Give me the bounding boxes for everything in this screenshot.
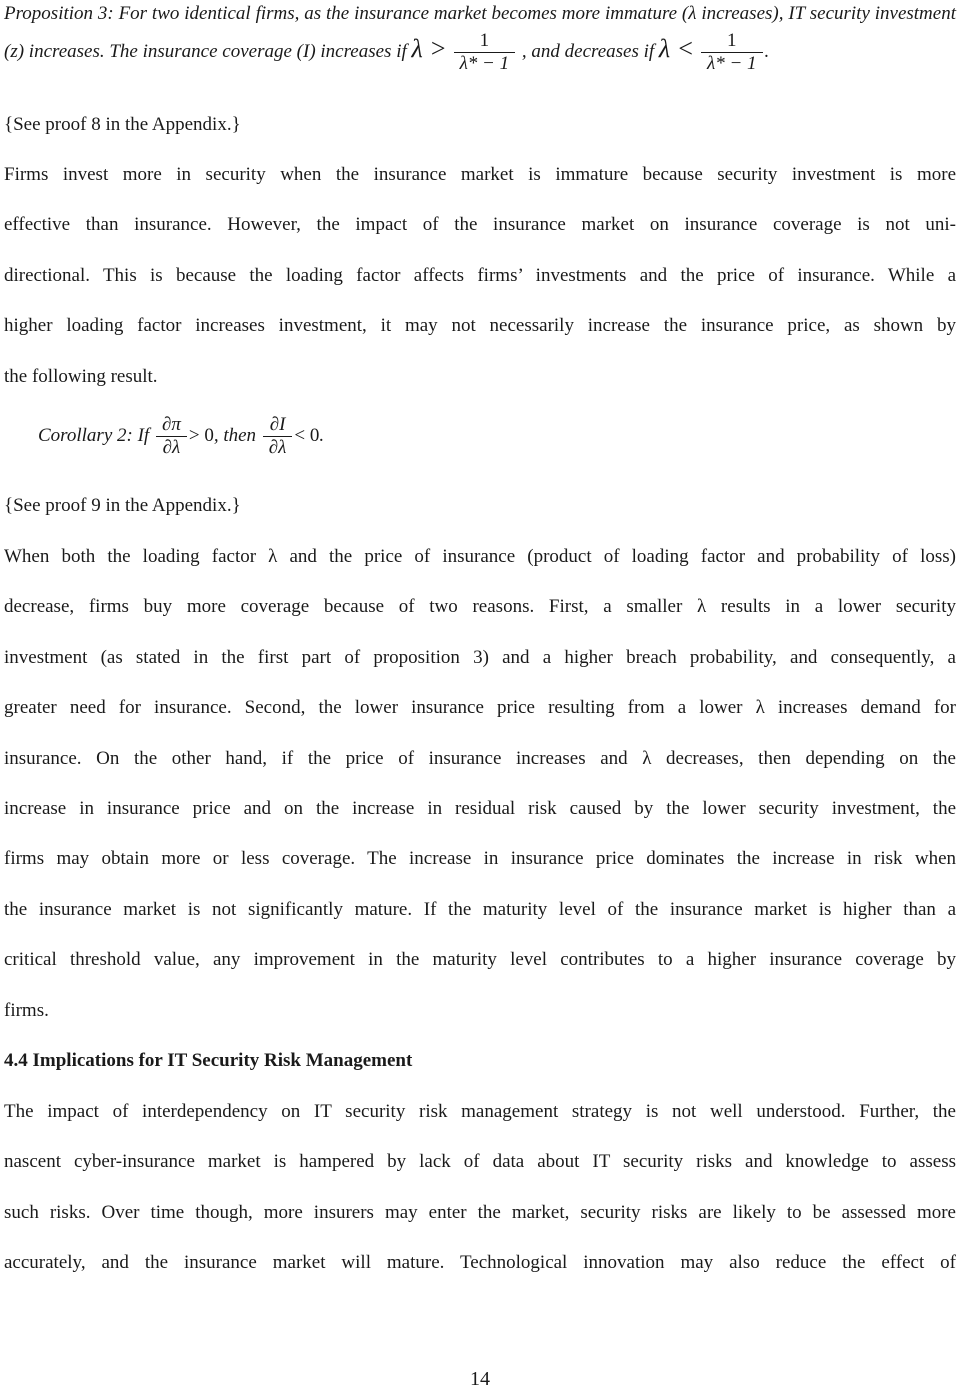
- proof-9-reference: {See proof 9 in the Appendix.}: [4, 495, 241, 516]
- threshold-fraction-1: $\frac{1}{\lambda* - 1}$: [454, 30, 516, 75]
- corollary-condition-2: < 0: [294, 424, 320, 446]
- paragraph-2-line: the insurance market is not significantly mature. If the maturity level of the insurance market is higher than a: [4, 899, 956, 920]
- corollary-condition-1: > 0: [188, 424, 214, 446]
- paragraph-2-line: critical threshold value, any improvement in the maturity level contributes to a higher insurance coverage by: [4, 949, 956, 970]
- paragraph-2-line: firms.: [4, 1000, 49, 1021]
- section-heading: 4.4 Implications for IT Security Risk Management: [4, 1050, 413, 1071]
- paragraph-1-line: Firms invest more in security when the insurance market is immature because security investment is more: [4, 164, 956, 185]
- paragraph-1-line: higher loading factor increases investment, it may not necessarily increase the insurance price, as shown by: [4, 315, 956, 336]
- corollary-fraction-1: $\frac{\partial\pi}{\partial\lambda}$: [156, 414, 187, 459]
- paragraph-3-line: The impact of interdependency on IT security risk management strategy is not well understood. Further, the: [4, 1101, 956, 1122]
- paragraph-2-line: decrease, firms buy more coverage because of two reasons. First, a smaller λ results in a lower security: [4, 596, 956, 617]
- proposition-line-1: Proposition 3: For two identical firms, as the insurance market becomes more immature (λ increases), IT security investment: [4, 3, 956, 24]
- corollary-2: [38, 414, 956, 470]
- lambda-symbol: λ >: [411, 33, 447, 63]
- proposition-text-a: (z) increases. The insurance coverage (I) increases if: [4, 40, 407, 62]
- paragraph-1-line: effective than insurance. However, the impact of the insurance market on insurance coverage is not uni-: [4, 214, 956, 235]
- paragraph-3-line: accurately, and the insurance market will mature. Technological innovation may also reduce the effect of: [4, 1252, 956, 1273]
- proposition-text-b: , and decreases if: [521, 40, 655, 62]
- paragraph-2-line: insurance. On the other hand, if the price of insurance increases and λ decreases, then depending on the: [4, 748, 956, 769]
- proposition-line-2: [4, 30, 956, 88]
- paragraph-3-line: nascent cyber-insurance market is hampered by lack of data about IT security risks and knowledge to assess: [4, 1151, 956, 1172]
- proposition-text-c: .: [764, 40, 770, 62]
- threshold-fraction-2: $\frac{1}{\lambda* - 1}$: [701, 30, 763, 75]
- lambda-symbol: λ <: [658, 33, 695, 63]
- paragraph-2-line: firms may obtain more or less coverage. The increase in insurance price dominates the increase in risk when: [4, 848, 956, 869]
- corollary-fraction-2: $\frac{\partial I}{\partial\lambda}$: [263, 414, 293, 459]
- paragraph-1-line: directional. This is because the loading factor affects firms’ investments and the price of insurance. While a: [4, 265, 956, 286]
- paragraph-2-line: When both the loading factor λ and the price of insurance (product of loading factor and probability of loss): [4, 546, 956, 567]
- paragraph-2-line: increase in insurance price and on the increase in residual risk caused by the lower security investment, the: [4, 798, 956, 819]
- proof-8-reference: {See proof 8 in the Appendix.}: [4, 114, 241, 135]
- corollary-label: Corollary 2: If: [38, 424, 150, 446]
- corollary-then: , then: [213, 424, 257, 446]
- corollary-end: .: [319, 424, 325, 446]
- paragraph-2-line: greater need for insurance. Second, the lower insurance price resulting from a lower λ increases demand for: [4, 697, 956, 718]
- paragraph-2-line: investment (as stated in the first part of proposition 3) and a higher breach probability, and consequently, a: [4, 647, 956, 668]
- page-number: 14: [470, 1368, 490, 1390]
- paragraph-1-line: the following result.: [4, 366, 158, 387]
- paragraph-3-line: such risks. Over time though, more insurers may enter the market, security risks are likely to be assessed more: [4, 1202, 956, 1223]
